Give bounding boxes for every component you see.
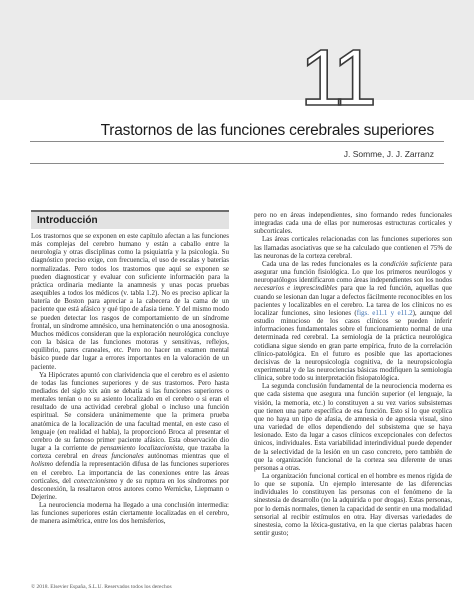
chapter-authors: J. Somme, J. J. Zarranz xyxy=(343,149,434,159)
right-paragraph-4: La segunda conclusión fundamental de la neurociencia moderna es que cada sistema que asegura una función superior (el lenguaje, la visión, la memoria, etc.) lo constituyen a su vez varios subsistemas que tienen una parte específica de esa función. Esto sí lo que explica que no haya un tipo de afasia, de amnesia o de agnosia visual, sino una variedad de ellos dependiendo del subsistema que se haya lesionado. Esto da lugar a casos clínicos excepcionales con defectos únicos, individuales. Esta variabilidad interindividual puede depender de la selectividad de la lesión en un caso concreto, pero también de que la organización funcional de la corteza sea diferente de unas personas a otras. xyxy=(254,382,452,472)
section-heading: Introducción xyxy=(37,215,98,226)
right-paragraph-1: pero no en áreas independientes, sino formando redes funcionales integradas cada una de ellas por numerosas estructuras corticales y subcorticales. xyxy=(254,211,452,236)
title-divider xyxy=(30,141,444,142)
right-paragraph-5: La organización funcional cortical en el hombre es menos rígida de lo que se suponía. Un ejemplo interesante de las diferencias individuales lo constituyen las personas con el fenómeno de la sinestesia de desarrollo (no la adquirida o por drogas). Estas personas, por lo demás normales, tienen la capacidad de sentir en una modalidad sensorial al recibir estímulos en otra. Hay diversas variedades de sinestesia, como la léxica-gustativa, en la que ciertas palabras hacen sentir gusto; xyxy=(254,472,452,538)
figure-reference-link[interactable]: figs. e11.1 y e11.2 xyxy=(356,308,413,317)
authors-divider xyxy=(30,163,444,164)
chapter-title: Trastornos de las funciones cerebrales superiores xyxy=(100,122,434,139)
section-heading-box xyxy=(31,210,229,229)
left-column xyxy=(31,232,229,526)
left-paragraph-2: Ya Hipócrates apuntó con clarividencia que el cerebro es el asiento de todas las funciones superiores y de sus trastornos. Pero hasta mediados del siglo xix aún se debatía si las funciones superiores o mentales tenían o no su asiento localizado en el cerebro o si eran el resultado de una actividad cerebral global o incluso una función espiritual. Se considera unánimemente que la primera prueba anatómica de la localización de una facultad mental, en este caso el lenguaje (en realidad el habla), la proporcionó Broca al presentar el cerebro de su famoso primer paciente afásico. Esta observación dio lugar a la corriente de pensamiento localizacionista, que trazaba la corteza cerebral en áreas funcionales autónomas mientras que el holismo defendía la representación difusa de las funciones superiores en el cerebro. La importancia de las conexiones entre las áreas corticales, del conectcionismo y de su ruptura en los síndromes por desconexión, la resaltaron otros autores como Wernicke, Liepmann o Dejerine. xyxy=(31,370,229,501)
chapter-header-band xyxy=(0,0,474,100)
right-column xyxy=(254,211,452,537)
right-paragraph-2: Las áreas corticales relacionadas con las funciones superiores son las llamadas asociativas que se ha calculado que contienen el 75% de las neuronas de la corteza cerebral. xyxy=(254,235,452,260)
chapter-number: 11 xyxy=(300,33,372,122)
copyright-footer: © 2018. Elsevier España, S.L.U. Reservados todos los derechos xyxy=(31,584,172,590)
left-paragraph-1: Los trastornos que se exponen en este capítulo afectan a las funciones más complejas del cerebro humano y están a caballo entre la neurología y otras disciplinas como la psiquiatría y la psicología. Su diagnóstico preciso exige, con frecuencia, el uso de escalas y baterías normalizadas. Pero todos los trastornos que aquí se exponen se pueden diagnosticar y evaluar con suficiente información para la práctica ordinaria mediante la anamnesis y unas pocas pruebas asequibles a todos los médicos (v. tabla 1.2). No es preciso aplicar la batería de Boston para apreciar a la cabecera de la cama de un paciente que está afásico y qué tipo de afasia tiene. Y del mismo modo se pueden detectar los rasgos de comportamiento de un síndrome frontal, un síndrome amnésico, una heminatención o una anosognosia. Muchos médicos consideran que la exploración neurológica concluye con la básica de las funciones motoras y sensitivas, reflejos, equilibrio, pares craneales, etc. Pero no hacer un examen mental básico puede dar lugar a errores importantes en la valoración de un paciente. xyxy=(31,232,229,371)
left-paragraph-3: La neurociencia moderna ha llegado a una conclusión intermedia: las funciones superiores están ciertamente localizadas en el cerebro, de manera asimétrica, entre los dos hemisferios, xyxy=(31,501,229,526)
right-paragraph-3: Cada una de las redes funcionales es la condición suficiente para asegurar una función fisiológica. Lo que los primeros neurólogos y neuropatólogos identificaron como áreas independientes son los nodos necesarios e imprescindibles para que la red función, aquellas que cuando se lesionan dan lugar a defectos fácilmente reconocibles en los pacientes y localizables en el cerebro. La tarea de los clínicos no es localizar funciones, sino lesiones (figs. e11.1 y e11.2), aunque del estudio minucioso de los casos clínicos se pueden inferir informaciones fundamentales sobre el funcionamiento normal de una determinada red cerebral. La semiología de la práctica neurológica cotidiana sigue siendo en gran parte empírica, fruto de la correlación clínico-patológica. En el futuro es posible que las aportaciones decisivas de la neuropsicología cognitiva, de la neuropsicología experimental y de las neurociencias básicas modifiquen la semiología clínica, sobre todo su interpretación fisiopatológica. xyxy=(254,259,452,383)
